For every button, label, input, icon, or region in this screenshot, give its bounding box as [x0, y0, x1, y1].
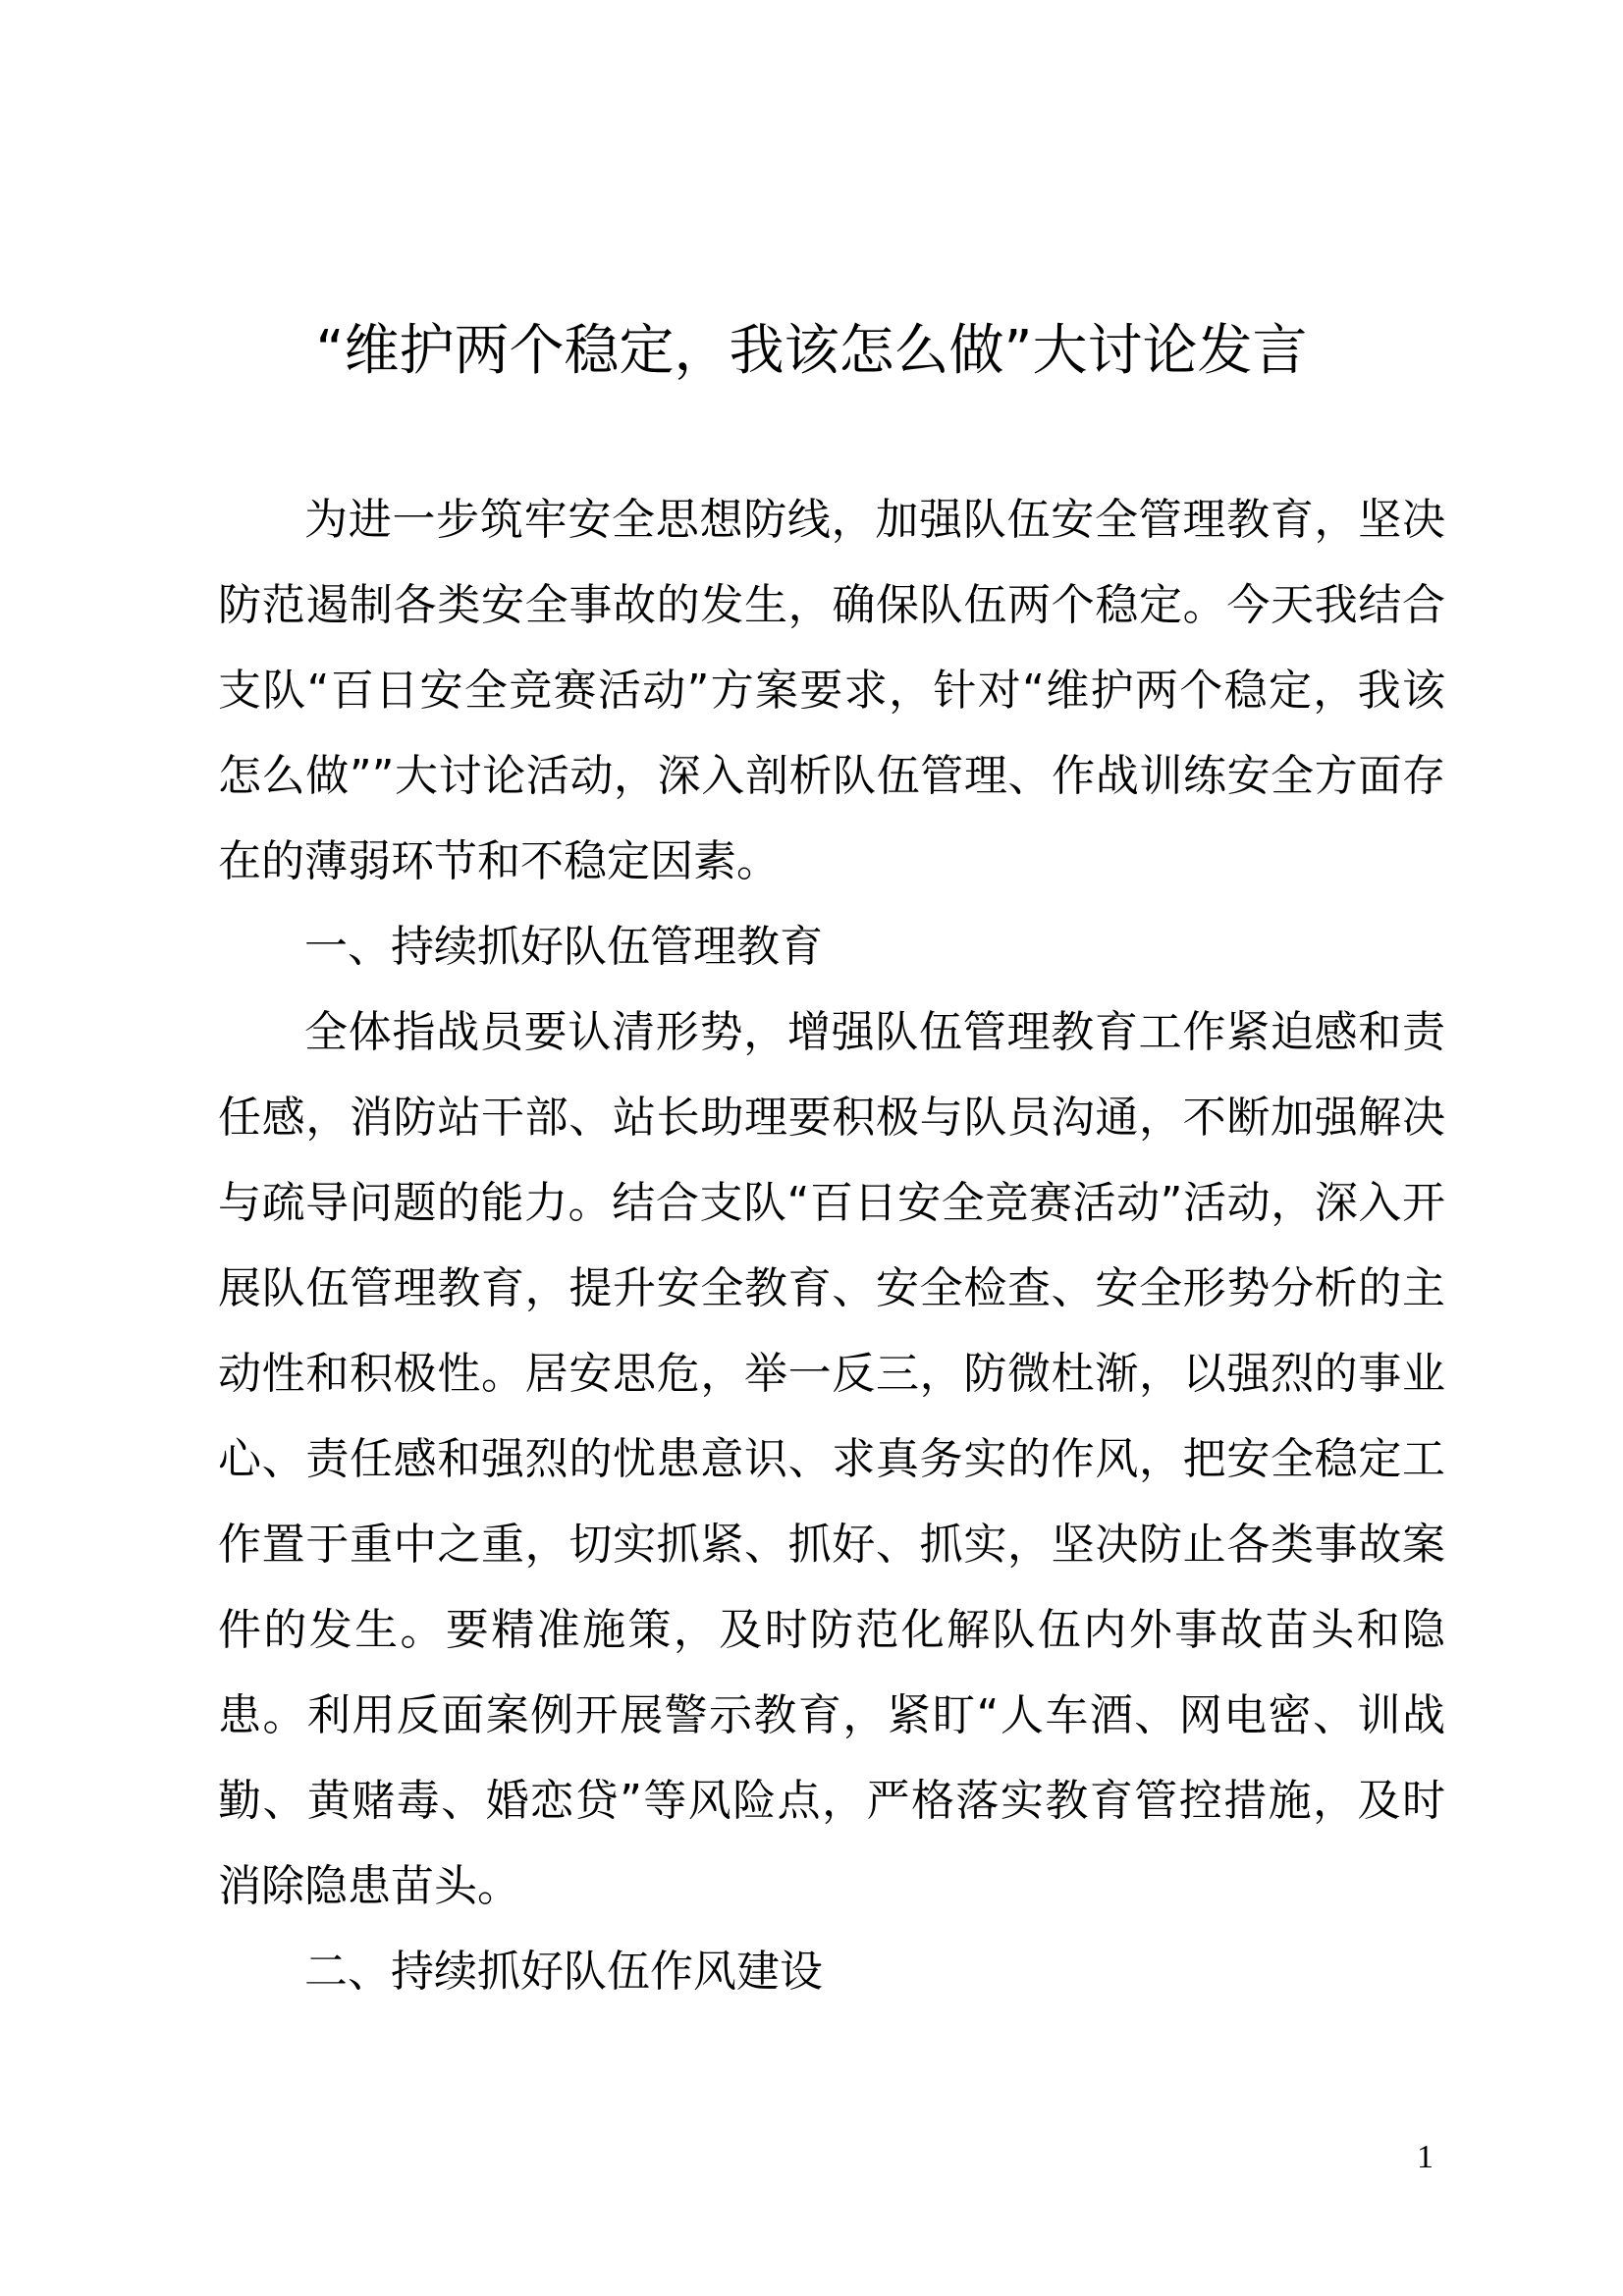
page-number: 1 — [1417, 2139, 1434, 2175]
section-heading-2: 二、持续抓好队伍作风建设 — [304, 1947, 823, 1997]
document-title: “维护两个稳定，我该怎么做”大讨论发言 — [315, 319, 1308, 383]
paragraph-section-1: 全体指战员要认清形势，增强队伍管理教育工作紧迫感和责任感，消防站干部、站长助理要积极与队员沟通，不断加强解决与疏导问题的能力。结合支队“百日安全竞赛活动”活动，深入开展队伍管理教育，提升安全教育、安全检查、安全形势分析的主动性和积极性。居安思危，举一反三，防微杜渐，以强烈的事业心、责任感和强烈的忧患意识、求真务实的作风，把安全稳定工作置于重中之重，切实抓紧、抓好、抓实，坚决防止各类事故案件的发生。要精准施策，及时防范化解队伍内外事故苗头和隐患。利用反面案例开展警示教育，紧盯“人车酒、网电密、训战勤、黄赌毒、婚恋贷”等风险点，严格落实教育管控措施，及时消除隐患苗头。 — [218, 1007, 1445, 1911]
section-heading-1: 一、持续抓好队伍管理教育 — [304, 922, 823, 972]
paragraph-intro: 为进一步筑牢安全思想防线，加强队伍安全管理教育，坚决防范遏制各类安全事故的发生，确保队伍两个稳定。今天我结合支队“百日安全竞赛活动”方案要求，针对“维护两个稳定，我该怎么做””大讨论活动，深入剖析队伍管理、作战训练安全方面存在的薄弱环节和不稳定因素。 — [218, 495, 1445, 886]
document-body — [218, 477, 1445, 2014]
